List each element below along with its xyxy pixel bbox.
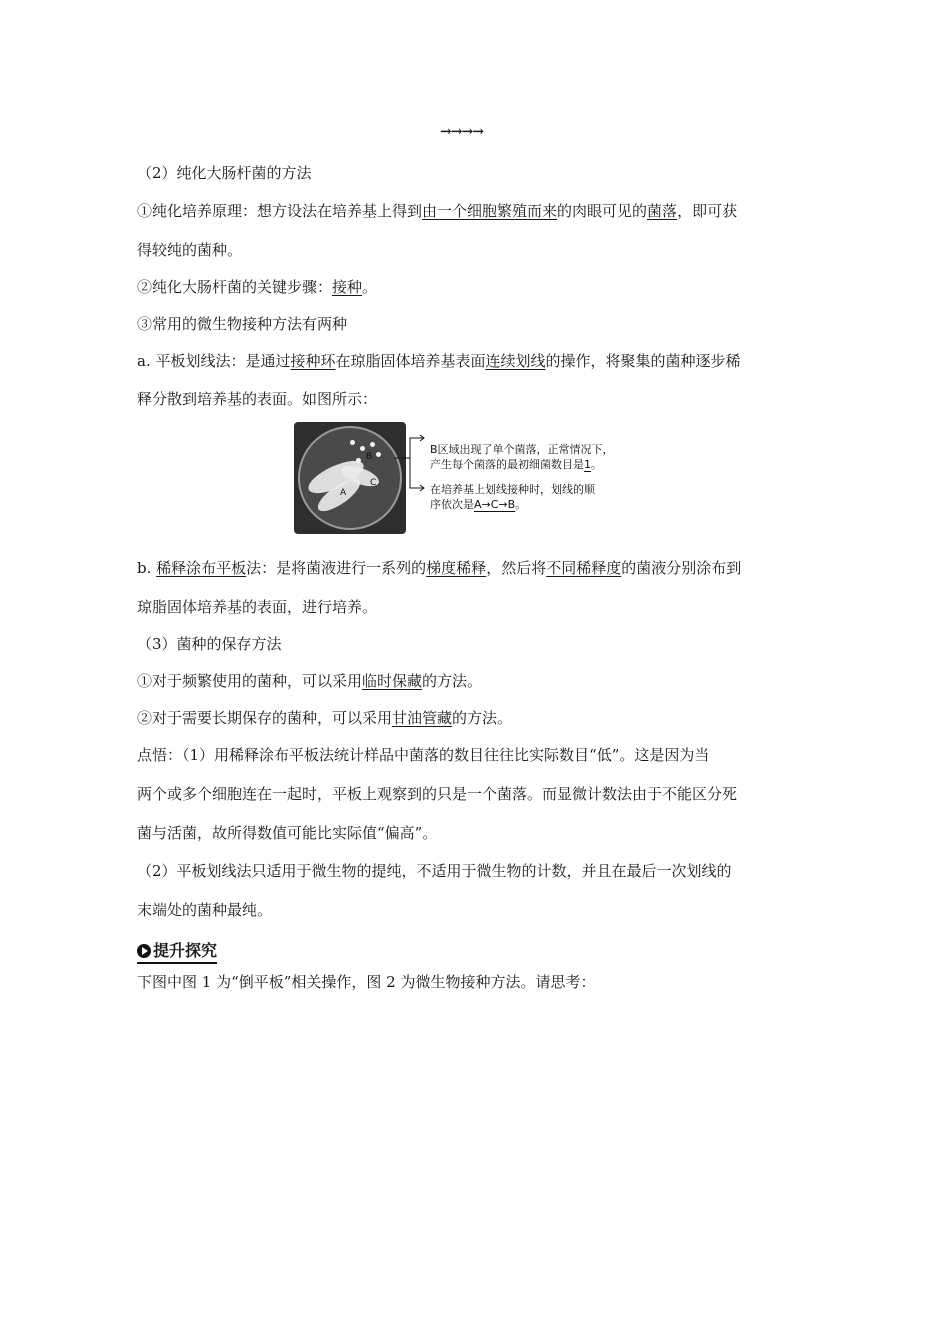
tip-line: 菌与活菌，故所得数值可能比实际值“偏高”。 xyxy=(137,824,438,842)
petri-dish-agar xyxy=(298,426,402,530)
dish-label-b: B xyxy=(366,452,373,462)
paragraph-streak-method: a. 平板划线法：是通过接种环在琼脂固体培养基表面连续划线的操作，将聚集的菌种逐步稀 xyxy=(137,352,741,370)
paragraph-temporary-storage: ①对于频繁使用的菌种，可以采用临时保藏的方法。 xyxy=(137,672,483,690)
callout-single-colony: B区域出现了单个菌落，正常情况下， 产生每个菌落的最初细菌数目是1。 xyxy=(430,443,614,471)
section-3-title: （3）菌种的保存方法 xyxy=(137,635,282,653)
colony-dot xyxy=(356,458,361,463)
paragraph-spread-plate-method-cont: 琼脂固体培养基的表面，进行培养。 xyxy=(137,598,378,616)
paragraph-purification-principle: ①纯化培养原理：想方设法在培养基上得到由一个细胞繁殖而来的肉眼可见的菌落，即可获 xyxy=(137,202,738,220)
arrow-sequence: →→→→ xyxy=(440,124,483,140)
paragraph-purification-principle-cont: 得较纯的菌种。 xyxy=(137,241,243,259)
colony-dot xyxy=(376,452,381,457)
tip-line: 末端处的菌种最纯。 xyxy=(137,901,273,919)
streak-plate-figure xyxy=(294,422,664,534)
colony-dot xyxy=(370,442,375,447)
paragraph-inquiry-intro: 下图中图 1 为“倒平板”相关操作，图 2 为微生物接种方法。请思考： xyxy=(137,973,596,991)
paragraph-inoculation-methods: ③常用的微生物接种方法有两种 xyxy=(137,315,348,333)
tip-line: 两个或多个细胞连在一起时，平板上观察到的只是一个菌落。而显微计数法由于不能区分死 xyxy=(137,785,738,803)
colony-dot xyxy=(360,446,365,451)
callout-bracket xyxy=(394,422,434,534)
dish-label-a: A xyxy=(340,488,347,498)
play-circle-icon xyxy=(137,944,151,958)
colony-dot xyxy=(350,440,355,445)
section-heading-inquiry: 提升探究 xyxy=(137,938,217,964)
paragraph-key-step: ②纯化大肠杆菌的关键步骤：接种。 xyxy=(137,278,378,296)
tip-line: 点悟：（1）用稀释涂布平板法统计样品中菌落的数目往往比实际数目“低”。这是因为当 xyxy=(137,746,710,764)
callout-streak-order: 在培养基上划线接种时，划线的顺 序依次是A→C→B。 xyxy=(430,483,595,511)
section-2-title: （2）纯化大肠杆菌的方法 xyxy=(137,164,312,182)
petri-dish-photo xyxy=(294,422,406,534)
paragraph-spread-plate-method: b. 稀释涂布平板法：是将菌液进行一系列的梯度稀释，然后将不同稀释度的菌液分别涂布到 xyxy=(137,559,742,577)
tip-line: （2）平板划线法只适用于微生物的提纯，不适用于微生物的计数，并且在最后一次划线的 xyxy=(137,862,732,880)
paragraph-streak-method-cont: 释分散到培养基的表面。如图所示： xyxy=(137,390,378,408)
dish-label-c: C xyxy=(370,478,377,488)
paragraph-glycerol-storage: ②对于需要长期保存的菌种，可以采用甘油管藏的方法。 xyxy=(137,709,513,727)
